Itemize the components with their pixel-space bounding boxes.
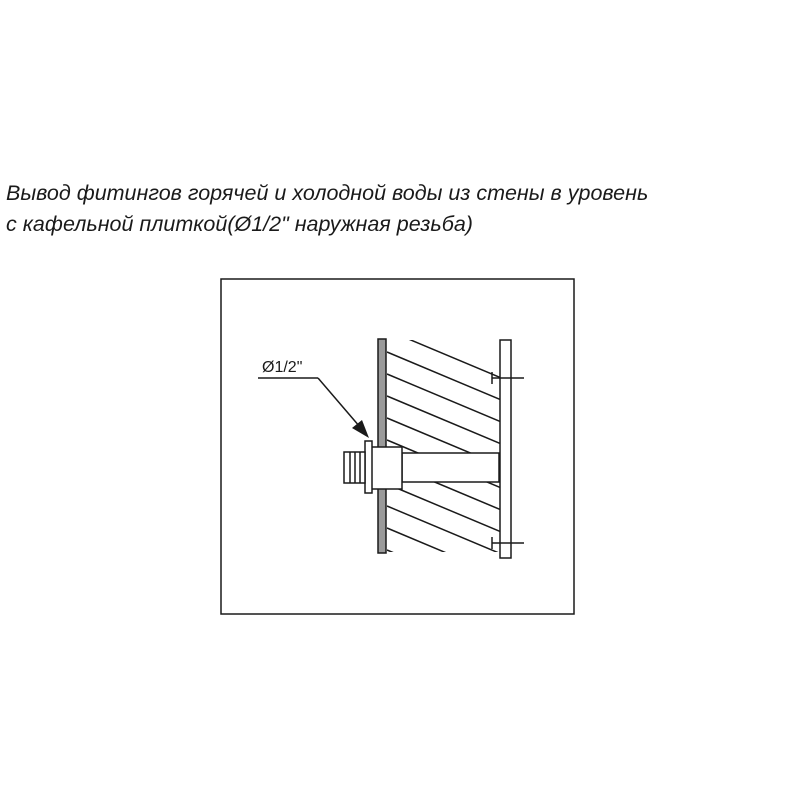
dimension-arrowhead [352,420,369,438]
hatch-line [387,352,500,399]
mounting-rail [500,340,511,558]
hatch-line [387,484,500,531]
hatch-line [387,616,500,663]
hatch-line [387,594,500,641]
fitting-nut [371,447,402,489]
hatch-line [387,396,500,443]
pipe-body [402,453,499,482]
caption-line-1: Вывод фитингов горячей и холодной воды из стены в уровень [6,181,649,205]
hatch-line [387,572,500,619]
hatch-line [387,374,500,421]
tile-layer [378,339,386,553]
hatch-line [387,330,500,377]
dimension-label: Ø1/2" [262,359,303,376]
hatch-line [387,506,500,553]
hatch-line [387,528,500,575]
fitting-flange [365,441,372,493]
hatch-line [387,550,500,597]
caption-line-2: с кафельной плиткой(Ø1/2" наружная резьба) [6,212,473,236]
dimension-leader [318,378,360,427]
